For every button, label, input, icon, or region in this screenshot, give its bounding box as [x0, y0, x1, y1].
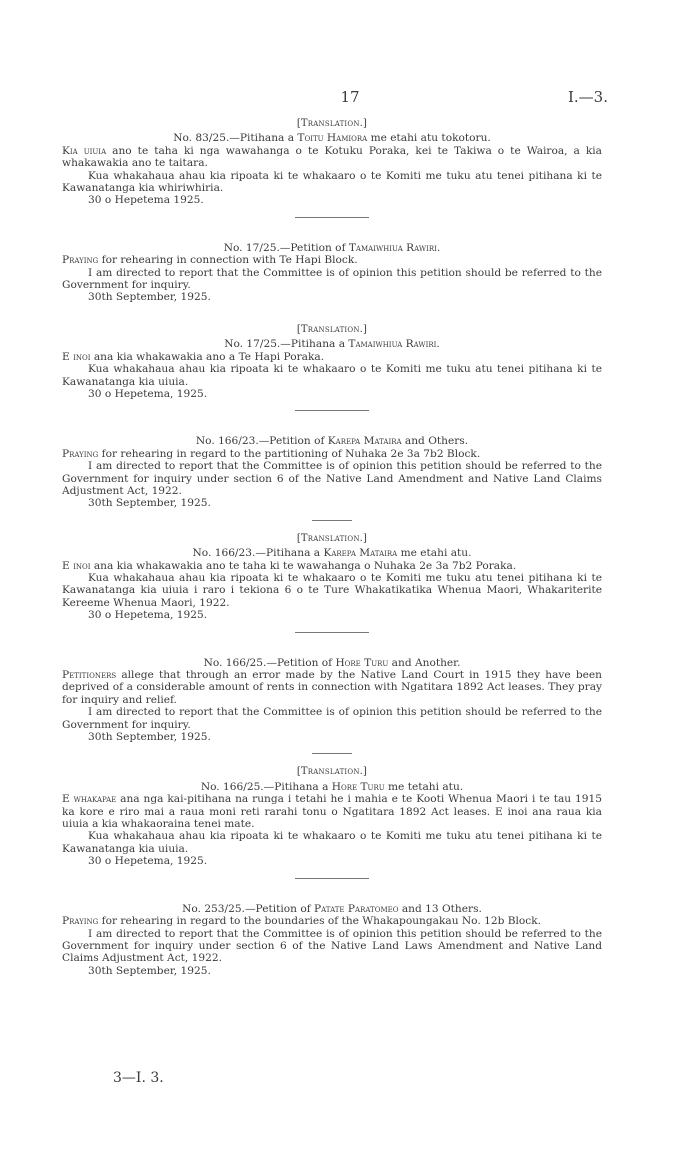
lead-word: Praying	[62, 254, 99, 267]
petition-prayer	[62, 669, 602, 706]
lead-word: E inoi	[62, 350, 91, 363]
translation-label: [Translation.]	[296, 323, 368, 335]
lead-word: Kia uiuia	[62, 144, 107, 157]
petition-prayer	[62, 560, 602, 572]
petitioner-name: Hore Turu	[331, 780, 385, 793]
petitioner-name: Tamaiwhiua Rawiri	[348, 338, 437, 351]
report-date: 30 o Hepetema 1925.	[88, 194, 204, 207]
translation-label: [Translation.]	[296, 532, 368, 544]
report-date: 30th September, 1925.	[88, 497, 211, 510]
petition-title	[62, 903, 602, 915]
petition-title	[62, 242, 602, 254]
petition-title	[62, 435, 602, 447]
petitioner-name: Karepa Mataira	[327, 435, 402, 448]
petition-prayer	[62, 793, 602, 830]
report-date: 30 o Hepetema, 1925.	[88, 855, 208, 868]
petition-section	[62, 324, 602, 400]
paper-reference: I.—3.	[567, 88, 608, 106]
lead-word: E whakapae	[62, 793, 117, 806]
prayer-text: ano te taha ki nga wawahanga o te Kotuku Poraka, kei te Takiwa o te Wairoa, a kia whakawakia ano te taitara.	[62, 144, 602, 170]
committee-report: I am directed to report that the Committee is of opinion this petition should be referred to the Government for inquiry under section 6 of the Native Land Amendment and Native Land Claims Adjustment Act, 1922.	[62, 460, 602, 497]
petition-prayer	[62, 351, 602, 363]
translation-label: [Translation.]	[296, 118, 368, 129]
title-suffix: and Another.	[388, 656, 461, 669]
report-date: 30th September, 1925.	[88, 964, 211, 977]
section-divider	[295, 410, 369, 411]
title-prefix: No. 83/25.—Pitihana a	[173, 132, 298, 145]
section-divider	[312, 520, 352, 521]
title-suffix: me etahi atu tokotoru.	[367, 132, 491, 145]
petitions-body	[62, 118, 602, 977]
committee-report: Kua whakahaua ahau kia ripoata ki te whakaaro o te Komiti me tuku atu tenei pitihana ki te Kawanatanga kia uiuia.	[62, 830, 602, 855]
section-divider	[295, 632, 369, 633]
prayer-text: ana nga kai-pitihana na runga i tetahi he i mahia e te Kooti Whenua Maori i te tau 1915 ka kore e riro mai a raua moni reti rarahi tonu o Ngatitara 1892 Act leases. E inoi ana raua kia uiuia a kia whakaoraina tenei mate.	[62, 793, 602, 831]
petition-prayer	[62, 145, 602, 170]
prayer-text: ana kia whakawakia ano te taha ki te wawahanga o Nuhaka 2e 3a 7b2 Poraka.	[90, 559, 517, 572]
prayer-text: for rehearing in connection with Te Hapi Block.	[98, 254, 358, 267]
section-divider	[295, 217, 369, 218]
committee-report: I am directed to report that the Committee is of opinion this petition should be referred to the Government for inquiry.	[62, 266, 602, 292]
petitioner-name: Hore Turu	[335, 656, 389, 669]
petition-section	[62, 435, 602, 509]
title-prefix: No. 17/25.—Petition of	[223, 241, 349, 254]
page-number: 17	[340, 88, 360, 106]
petition-title	[62, 132, 602, 144]
petitioner-name: Toitu Hamiora	[297, 132, 368, 145]
signature-mark: 3—I. 3.	[113, 1070, 164, 1086]
title-prefix: No. 166/23.—Pitihana a	[192, 547, 324, 560]
petition-title	[62, 547, 602, 559]
petitioner-name: Patate Paratomeo	[314, 902, 399, 915]
title-suffix: .	[436, 241, 441, 254]
committee-report: Kua whakahaua ahau kia ripoata ki te whakaaro o te Komiti me tuku atu tenei pitihana ki te Kawanatanga kia uiuia i raro i tekiona 6 o te Ture Whakatikatika Whenua Maori, Whakariterite Kereeme Whenua Maori, 1922.	[62, 571, 602, 609]
petition-prayer	[62, 915, 602, 927]
committee-report: I am directed to report that the Committee is of opinion this petition should be referred to the Government for inquiry.	[62, 706, 602, 731]
lead-word: Praying	[62, 447, 99, 460]
committee-report: Kua whakahaua ahau kia ripoata ki te whakaaro o te Komiti me tuku atu tenei pitihana ki te Kawanatanga kia whiriwhiria.	[62, 169, 602, 195]
petition-section	[62, 766, 602, 867]
title-suffix: me tetahi atu.	[384, 780, 464, 793]
petitioner-name: Karepa Mataira	[323, 547, 398, 560]
petition-section	[62, 118, 602, 207]
lead-word: Petitioners	[62, 669, 117, 681]
report-date: 30th September, 1925.	[88, 731, 211, 744]
petition-section	[62, 903, 602, 977]
title-prefix: No. 166/25.—Pitihana a	[200, 780, 332, 793]
prayer-text: for rehearing in regard to the boundaries of the Whakapoungakau No. 12b Block.	[98, 915, 541, 928]
title-suffix: and 13 Others.	[398, 902, 482, 915]
lead-word: E inoi	[62, 559, 91, 572]
report-date: 30th September, 1925.	[88, 291, 211, 304]
title-suffix: me etahi atu.	[397, 547, 472, 560]
prayer-text: allege that through an error made by the Native Land Court in 1915 they have been deprived of a considerable amount of rents in connection with Ngatitara 1892 Act leases. They pray for inquiry and relief.	[62, 669, 602, 706]
report-date: 30 o Hepetema, 1925.	[88, 387, 208, 400]
petition-prayer	[62, 254, 602, 266]
committee-report: Kua whakahaua ahau kia ripoata ki te whakaaro o te Komiti me tuku atu tenei pitihana ki te Kawanatanga kia uiuia.	[62, 363, 602, 388]
petition-title	[62, 338, 602, 350]
report-date: 30 o Hepetema, 1925.	[88, 609, 208, 622]
petition-title	[62, 657, 602, 669]
title-prefix: No. 166/23.—Petition of	[195, 435, 328, 448]
title-prefix: No. 166/25.—Petition of	[203, 656, 336, 669]
title-prefix: No. 253/25.—Petition of	[182, 902, 314, 915]
section-divider	[312, 753, 352, 754]
petitioner-name: Tamaiwhiua Rawiri	[348, 241, 437, 254]
petition-section	[62, 533, 602, 622]
petition-prayer	[62, 448, 602, 460]
petition-title	[62, 781, 602, 793]
section-divider	[295, 878, 369, 879]
title-suffix: and Others.	[401, 435, 469, 448]
committee-report: I am directed to report that the Committee is of opinion this petition should be referred to the Government for inquiry under section 6 of the Native Land Laws Amendment and Native Land Claims Adjustment Act, 1922.	[62, 927, 602, 965]
translation-label: [Translation.]	[296, 766, 368, 778]
lead-word: Praying	[62, 915, 99, 928]
title-suffix: .	[436, 338, 440, 351]
petition-section	[62, 657, 602, 744]
title-prefix: No. 17/25.—Pitihana a	[224, 338, 349, 351]
prayer-text: for rehearing in regard to the partitioning of Nuhaka 2e 3a 7b2 Block.	[98, 447, 481, 460]
petition-section	[62, 242, 602, 304]
prayer-text: ana kia whakawakia ano a Te Hapi Poraka.	[90, 350, 325, 363]
